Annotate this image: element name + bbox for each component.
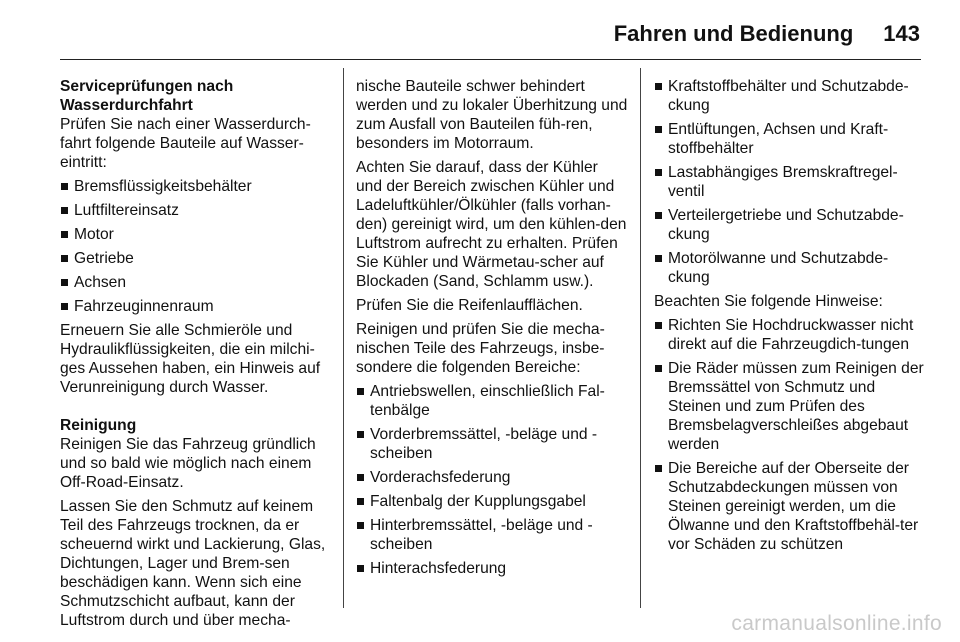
- square-bullet-icon: [61, 279, 68, 286]
- notes-heading: Beachten Sie folgende Hinweise:: [654, 293, 883, 310]
- column-2: [356, 77, 628, 583]
- list-item: Hinterbremssättel, -beläge und -scheiben: [356, 516, 628, 554]
- paragraph-cooler: Achten Sie darauf, dass der Kühler und der Bereich zwischen Kühler und Ladeluftkühler/Ölkühler (falls vorhan-den) gereinigt wird, um den kühlen-den Luftstrom aufrecht zu erhalten. Prüfen Sie Kühler und Wärmetau-scher auf Blockaden (Sand, Schlamm usw.).: [356, 159, 627, 290]
- section-heading-cleaning: Reinigung: [60, 417, 137, 434]
- square-bullet-icon: [357, 388, 364, 395]
- list-item: Motorölwanne und Schutzabde-ckung: [654, 249, 924, 287]
- list-item: Vorderachsfederung: [356, 468, 628, 487]
- list-item: Lastabhängiges Bremskraftregel-ventil: [654, 163, 924, 201]
- list-item: Achsen: [60, 273, 332, 292]
- list-item: Vorderbremssättel, -beläge und -scheiben: [356, 425, 628, 463]
- square-bullet-icon: [61, 303, 68, 310]
- square-bullet-icon: [61, 207, 68, 214]
- paragraph-cleaning-1: Reinigen Sie das Fahrzeug gründlich und so bald wie möglich nach einem Off-Road-Einsatz.: [60, 436, 316, 491]
- list-item: Bremsflüssigkeitsbehälter: [60, 177, 332, 196]
- list-item: Motor: [60, 225, 332, 244]
- paragraph-intro: Prüfen Sie nach einer Wasserdurch-fahrt folgende Bauteile auf Wasser-eintritt:: [60, 116, 311, 171]
- square-bullet-icon: [61, 255, 68, 262]
- mechanical-parts-list: [356, 382, 628, 578]
- square-bullet-icon: [655, 365, 662, 372]
- inspection-list: [60, 177, 332, 316]
- watermark: carmanualsonline.info: [731, 612, 942, 635]
- column-divider-2: [640, 68, 641, 608]
- list-item: Fahrzeuginnenraum: [60, 297, 332, 316]
- list-item: Die Räder müssen zum Reinigen der Bremssättel von Schmutz und Steinen und zum Prüfen des Bremsbelagverschleißes abgebaut werden: [654, 359, 924, 454]
- square-bullet-icon: [357, 522, 364, 529]
- column-1: [60, 77, 332, 635]
- list-item: Kraftstoffbehälter und Schutzabde-ckung: [654, 77, 924, 115]
- paragraph-tread: Prüfen Sie die Reifenlaufflächen.: [356, 297, 583, 314]
- header-divider: [60, 59, 921, 60]
- page-header: [614, 18, 920, 50]
- list-item: Luftfiltereinsatz: [60, 201, 332, 220]
- square-bullet-icon: [655, 169, 662, 176]
- column-3: [654, 77, 924, 559]
- square-bullet-icon: [655, 465, 662, 472]
- square-bullet-icon: [655, 322, 662, 329]
- list-item: Faltenbalg der Kupplungsgabel: [356, 492, 628, 511]
- list-item: Richten Sie Hochdruckwasser nicht direkt auf die Fahrzeugdich-tungen: [654, 316, 924, 354]
- section-heading-water-crossing: Serviceprüfungen nach Wasserdurchfahrt: [60, 78, 234, 114]
- square-bullet-icon: [655, 255, 662, 262]
- page-title: Fahren und Bedienung: [613, 21, 854, 46]
- square-bullet-icon: [655, 126, 662, 133]
- paragraph-mechanical: Reinigen und prüfen Sie die mecha-nischen Teile des Fahrzeugs, insbe-sondere die folgenden Bereiche:: [356, 321, 605, 376]
- square-bullet-icon: [357, 474, 364, 481]
- list-item: Getriebe: [60, 249, 332, 268]
- list-item: Hinterachsfederung: [356, 559, 628, 578]
- square-bullet-icon: [357, 565, 364, 572]
- paragraph-cleaning-2: Lassen Sie den Schmutz auf keinem Teil des Fahrzeugs trocknen, da er scheuernd wirkt und Lackierung, Glas, Dichtungen, Lager und Brem-sen beschädigen kann. Wenn sich eine Schmutzschicht aufbaut, kann der Luftstrom durch und über mecha-: [60, 498, 326, 629]
- square-bullet-icon: [357, 498, 364, 505]
- square-bullet-icon: [655, 83, 662, 90]
- column-divider-1: [343, 68, 344, 608]
- square-bullet-icon: [61, 183, 68, 190]
- square-bullet-icon: [61, 231, 68, 238]
- mechanical-parts-list-continued: [654, 77, 924, 287]
- notes-list: [654, 316, 924, 554]
- page-number: 143: [883, 21, 920, 46]
- list-item: Antriebswellen, einschließlich Fal-tenbälge: [356, 382, 628, 420]
- paragraph-oil: Erneuern Sie alle Schmieröle und Hydraulikflüssigkeiten, die ein milchi-ges Aussehen haben, ein Hinweis auf Verunreinigung durch Wasser.: [60, 322, 321, 396]
- square-bullet-icon: [357, 431, 364, 438]
- list-item: Entlüftungen, Achsen und Kraft-stoffbehälter: [654, 120, 924, 158]
- list-item: Verteilergetriebe und Schutzabde-ckung: [654, 206, 924, 244]
- list-item: Die Bereiche auf der Oberseite der Schutzabdeckungen müssen von Steinen gereinigt werden, um die Ölwanne und den Kraftstoffbehäl-ter vor Schäden zu schützen: [654, 459, 924, 554]
- paragraph-continued: nische Bauteile schwer behindert werden und zu lokaler Überhitzung und zum Ausfall von Bauteilen füh-ren, besonders im Motorraum.: [356, 78, 628, 152]
- square-bullet-icon: [655, 212, 662, 219]
